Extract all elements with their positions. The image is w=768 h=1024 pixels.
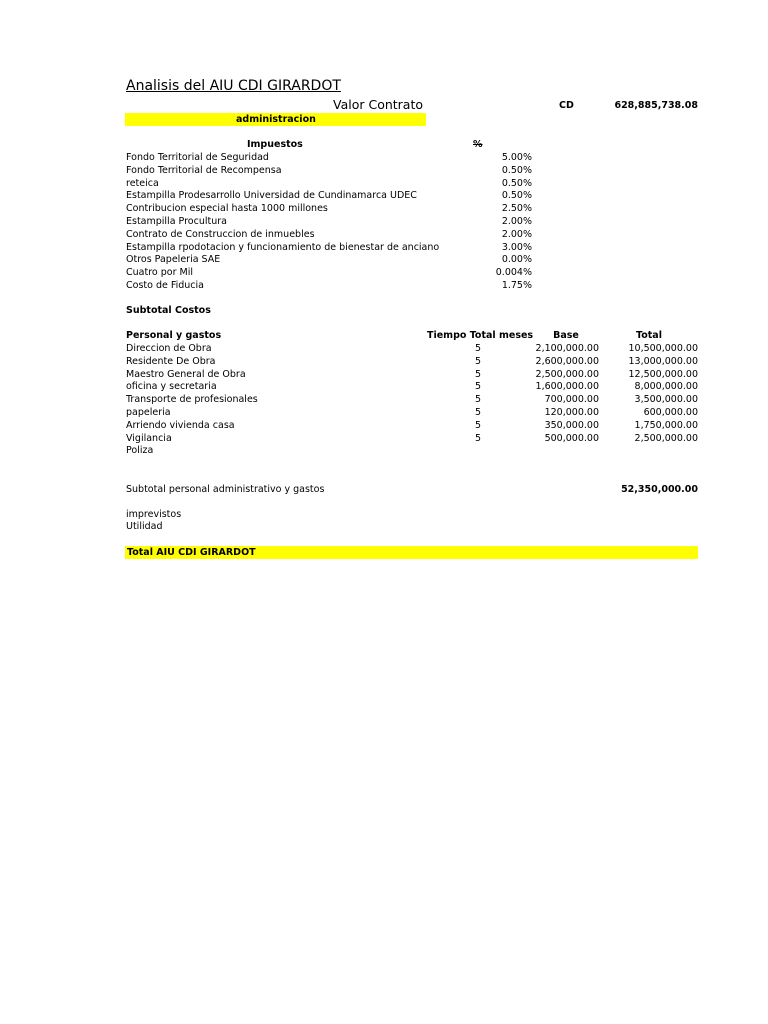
- impuesto-name: Estampilla Procultura: [126, 216, 227, 227]
- page-title: Analisis del AIU CDI GIRARDOT: [126, 78, 341, 94]
- col-tiempo-header: Tiempo Total meses: [427, 330, 534, 341]
- personal-row-name: Transporte de profesionales: [126, 394, 258, 406]
- impuesto-name: Cuatro por Mil: [126, 267, 193, 279]
- personal-row-total: 8,000,000.00: [634, 381, 698, 393]
- imprevistos-label: imprevistos: [126, 509, 182, 520]
- personal-row-total: 600,000.00: [643, 407, 698, 418]
- personal-row-total: 13,000,000.00: [628, 355, 698, 367]
- subtotal-personal-label: Subtotal personal administrativo y gastos: [126, 484, 325, 495]
- personal-row-tiempo: 5: [474, 394, 482, 406]
- impuesto-pct: 0.50%: [501, 190, 532, 202]
- personal-row-tiempo: 5: [474, 407, 482, 418]
- impuestos-header: Impuestos: [247, 139, 303, 150]
- personal-row-base: 2,600,000.00: [535, 355, 599, 367]
- admin-band: [125, 113, 426, 126]
- personal-row-base: 350,000.00: [544, 419, 599, 431]
- personal-row-tiempo: 5: [474, 355, 482, 367]
- personal-row-name: Direccion de Obra: [126, 343, 212, 354]
- personal-row-name: Maestro General de Obra: [126, 368, 246, 380]
- total-band-label: Total AIU CDI GIRARDOT: [127, 547, 256, 558]
- cd-value: 628,885,738.08: [614, 100, 698, 111]
- personal-row-base: 1,600,000.00: [535, 381, 599, 393]
- subtotal-costos: Subtotal Costos: [126, 305, 211, 316]
- personal-row-name: Poliza: [126, 445, 154, 457]
- impuesto-pct: 0.50%: [501, 164, 532, 176]
- total-band: [125, 546, 698, 559]
- impuesto-name: Fondo Territorial de Recompensa: [126, 164, 282, 176]
- personal-row-name: papeleria: [126, 407, 171, 418]
- impuesto-name: Estampilla Prodesarrollo Universidad de Cundinamarca UDEC: [126, 190, 417, 202]
- impuesto-pct: 0.00%: [501, 254, 532, 266]
- impuesto-pct: 2.00%: [501, 216, 532, 227]
- personal-row-tiempo: 5: [474, 343, 482, 354]
- personal-row-base: 500,000.00: [544, 432, 599, 444]
- impuesto-name: Contribucion especial hasta 1000 millones: [126, 203, 328, 215]
- personal-row-total: 1,750,000.00: [634, 419, 698, 431]
- personal-row-base: 700,000.00: [544, 394, 599, 406]
- personal-row-total: 12,500,000.00: [628, 368, 698, 380]
- personal-row-base: 2,100,000.00: [535, 343, 599, 354]
- personal-row-name: Arriendo vivienda casa: [126, 419, 235, 431]
- personal-row-tiempo: 5: [474, 368, 482, 380]
- impuesto-pct: 0.004%: [495, 267, 532, 279]
- personal-row-tiempo: 5: [474, 381, 482, 393]
- impuesto-pct: 2.00%: [501, 228, 532, 240]
- cd-label: CD: [559, 100, 574, 111]
- impuesto-name: Costo de Fiducia: [126, 280, 204, 291]
- personal-row-base: 120,000.00: [544, 407, 599, 418]
- personal-row-base: 2,500,000.00: [535, 368, 599, 380]
- impuesto-pct: 2.50%: [501, 203, 532, 215]
- col-base-header: Base: [553, 330, 579, 341]
- personal-row-total: 3,500,000.00: [634, 394, 698, 406]
- personal-header: Personal y gastos: [126, 330, 222, 341]
- personal-row-name: Residente De Obra: [126, 355, 216, 367]
- personal-row-total: 2,500,000.00: [634, 432, 698, 444]
- valor-contrato-label: Valor Contrato: [333, 97, 424, 112]
- personal-row-tiempo: 5: [474, 419, 482, 431]
- pct-header: %: [473, 139, 483, 150]
- subtotal-personal-value: 52,350,000.00: [621, 484, 698, 495]
- impuesto-name: Estampilla rpodotacion y funcionamiento de bienestar de anciano: [126, 241, 440, 253]
- utilidad-label: Utilidad: [126, 521, 163, 532]
- col-total-header: Total: [636, 330, 662, 341]
- personal-row-name: Vigilancia: [126, 432, 172, 444]
- impuesto-pct: 5.00%: [501, 152, 532, 163]
- personal-row-tiempo: 5: [474, 432, 482, 444]
- personal-row-name: oficina y secretaria: [126, 381, 217, 393]
- impuesto-name: Contrato de Construccion de inmuebles: [126, 228, 315, 240]
- impuesto-name: reteica: [126, 177, 159, 189]
- impuesto-pct: 3.00%: [501, 241, 532, 253]
- admin-band-label: administracion: [236, 114, 316, 125]
- impuesto-pct: 0.50%: [501, 177, 532, 189]
- impuesto-name: Fondo Territorial de Seguridad: [126, 152, 269, 163]
- personal-row-total: 10,500,000.00: [628, 343, 698, 354]
- impuesto-pct: 1.75%: [501, 280, 532, 291]
- impuesto-name: Otros Papeleria SAE: [126, 254, 221, 266]
